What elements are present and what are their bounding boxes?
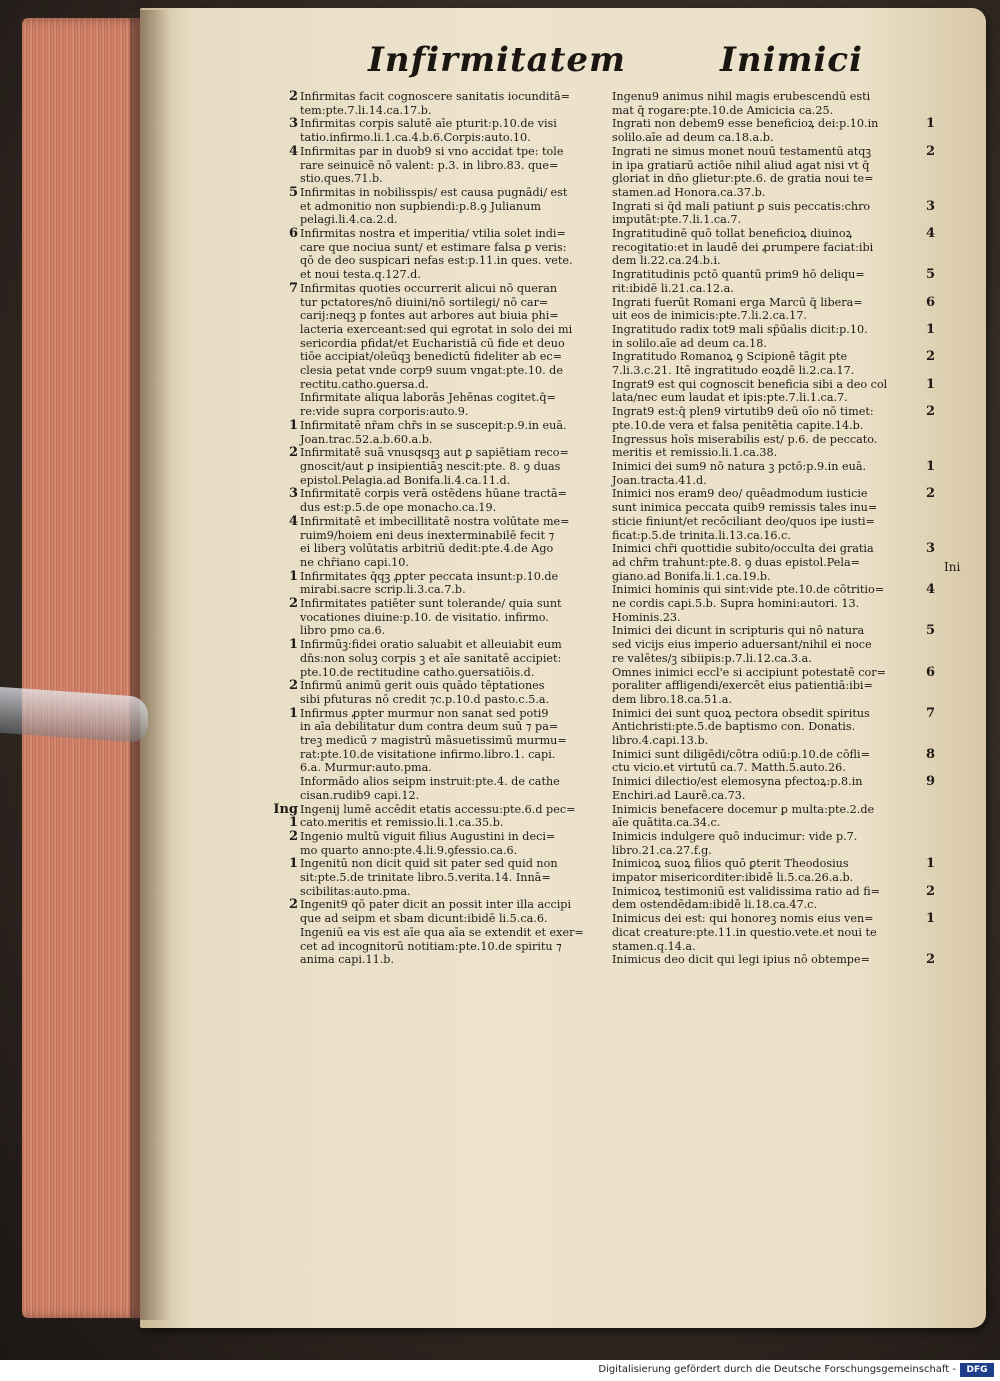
index-entry [612, 323, 952, 350]
entry-number: 2 [926, 404, 936, 420]
index-entry [270, 487, 618, 514]
entry-line: Inimici dei sum9 nō natura ꝫ pctō:p.9.in euā. [612, 459, 867, 473]
entry-line: stio.ques.71.b. [300, 172, 383, 186]
entry-line: rectitu.catho.ꝯuersa.d. [300, 377, 429, 391]
index-entry [270, 857, 618, 898]
entry-line: Infirmitate aliqua laborās Jehēnas cogitet.q̄= [300, 391, 556, 405]
index-entry [270, 282, 618, 392]
index-entry [612, 378, 952, 405]
index-entry [612, 433, 952, 460]
entry-line: Ingratitudo radix tot9 mali sp̄ūalis dicit:p.10. [612, 322, 868, 336]
index-entry [270, 117, 618, 144]
entry-line: et noui testa.q.127.d. [300, 268, 421, 282]
entry-line: Ingrat9 est:q̄ plen9 virtutib9 deū oīo nō timet: [612, 405, 874, 419]
index-entry [612, 145, 952, 200]
entry-line: Infirmitas quoties occurrerit alicui nō queran [300, 281, 558, 295]
entry-number: 2 [926, 486, 936, 502]
entry-line: Ingratitudinē quō tollat beneficioꝝ diuinoꝝ [612, 227, 853, 241]
entry-number: 1 [926, 116, 936, 132]
index-entry [270, 145, 618, 186]
index-entry [270, 707, 618, 776]
entry-line: sit:pte.5.de trinitate libro.5.verita.14. Innā= [300, 871, 551, 885]
entry-line: Inimici sunt diligēdi/cōtra odiū:p.10.de cōfli= [612, 747, 870, 761]
entry-line: Infirmitatē corpis verā ostēdens hūane tractā= [300, 487, 568, 501]
index-entry [270, 186, 618, 227]
entry-line: Inimicus deo dicit qui legi ipius nō obtempe= [612, 953, 870, 967]
entry-line: cet ad incognitorū notitiam:pte.10.de spiritu ⁊ [300, 939, 562, 953]
entry-line: sibi pfuturas nō credit ⁊c.p.10.d pasto.c.5.a. [300, 692, 550, 706]
entry-line: Infirmitatē et imbecillitatē nostra volūtate me= [300, 514, 570, 528]
entry-number: 2 [926, 883, 936, 899]
index-entry [612, 405, 952, 432]
entry-line: pte.10.de vera et falsa penitētia capite.14.b. [612, 418, 864, 432]
entry-line: Infirmitatē suā vnusqsqꝫ aut ꝑ sapiētiam reco= [300, 446, 569, 460]
entry-line: Ingenio multū viguit filius Augustini in deci= [300, 829, 556, 843]
entry-line: Infirmitates patiēter sunt tolerande/ quia sunt [300, 597, 562, 611]
index-entry [270, 446, 618, 487]
index-entry [612, 666, 952, 707]
entry-number: 6 [288, 226, 298, 242]
entry-line: gnoscit/aut ꝑ insipientiāꝫ nescit:pte. 8. ꝯ duas [300, 459, 561, 473]
entry-number: 2 [926, 952, 936, 968]
entry-number: 2 [288, 828, 298, 844]
index-entry [270, 679, 618, 706]
entry-line: tiōe accipiat/oleūqꝫ benedictū fideliter ab ec= [300, 350, 562, 364]
entry-line: Infirmitas in nobilisspis/ est causa pugnādi/ est [300, 185, 568, 199]
entry-line: que ad seipm et sbam dicunt:ibidē li.5.ca.6. [300, 912, 548, 926]
entry-number: 7 [288, 280, 298, 296]
index-entry [612, 268, 952, 295]
entry-line: Ingenitū non dicit quid sit pater sed quid non [300, 857, 558, 871]
entry-line: Ingrati fuerūt Romani erga Marcū q̄ libera= [612, 295, 863, 309]
entry-line: Ingratitudinis pctō quantū prim9 hō deliqu= [612, 268, 865, 282]
entry-line: dus est:p.5.de ope monacho.ca.19. [300, 501, 497, 515]
index-entry [612, 583, 952, 624]
entry-line: ei liberꝫ volūtatis arbitriū dedit:pte.4.de Ago [300, 542, 554, 556]
entry-line: uit eos de inimicis:pte.7.li.2.ca.17. [612, 309, 807, 323]
entry-line: Inimici dei sunt quoꝝ pectora obsedit spiritus [612, 706, 870, 720]
footer-credit: Digitalisierung gefördert durch die Deutsche Forschungsgemeinschaft - [598, 1364, 956, 1375]
entry-line: epistol.Pelagia.ad Bonifa.li.4.ca.11.d. [300, 473, 511, 487]
entry-line: Ingrati si q̄d mali patiunt ꝑ suis peccatis:chro [612, 199, 871, 213]
entry-number: 5 [288, 184, 298, 200]
entry-line: ne chr̄iano capi.10. [300, 555, 409, 569]
entry-line: cisan.rudib9 capi.12. [300, 788, 420, 802]
entry-number: 1 [288, 856, 298, 872]
entry-number: 3 [926, 541, 936, 557]
entry-number: 4 [926, 582, 936, 598]
entry-line: rit:ibidē li.21.ca.12.a. [612, 281, 734, 295]
index-entry [612, 830, 952, 857]
entry-number: 1 [926, 321, 936, 337]
entry-line: Joan.tracta.41.d. [612, 473, 707, 487]
entry-line: Infirmū animū gerit ouis quādo tēptationes [300, 679, 545, 693]
entry-line: ad chr̄m trahunt:pte.8. ꝯ duas epistol.Pela= [612, 555, 861, 569]
index-entry [270, 419, 618, 446]
index-entry [612, 227, 952, 268]
entry-number: 5 [926, 623, 936, 639]
entry-line: lata/nec eum laudat et ipis:pte.7.li.1.ca.7. [612, 391, 848, 405]
index-entry [612, 542, 952, 583]
entry-line: gloriat in dn̄o glietur:pte.6. de gratia noui te= [612, 172, 874, 186]
entry-number: 2 [288, 897, 298, 913]
entry-line: et admonitio non supbiendi:p.8.ꝯ Julianum [300, 199, 541, 213]
index-entry [612, 90, 952, 117]
entry-line: Inimici chr̄i quottidie subito/occulta dei gratia [612, 542, 874, 556]
entry-line: Informādo alios seipm instruit:pte.4. de cathe [300, 775, 560, 789]
entry-line: vocationes diuine:p.10. de visitatio. infirmo. [300, 610, 549, 624]
entry-line: libro.21.ca.27.f.g. [612, 843, 712, 857]
entry-number: 2 [926, 143, 936, 159]
entry-number: 3 [288, 486, 298, 502]
header-left-catchword: Infirmitatem [368, 40, 627, 80]
entry-line: poraliter affligendi/exercēt eius patientiā:ibi= [612, 679, 873, 693]
binding-shadow [130, 10, 170, 1320]
index-entry [270, 775, 618, 802]
index-entry [612, 296, 952, 323]
entry-line: aīe quātita.ca.34.c. [612, 816, 721, 830]
index-entry [270, 926, 618, 967]
index-entry [270, 391, 618, 418]
entry-line: ruim9/hoiem eni deus inexterminabilē fecit ⁊ [300, 528, 555, 542]
entry-number: 1 [288, 417, 298, 433]
entry-number: 1 [926, 376, 936, 392]
entry-line: Inimicoꝝ testimoniū est validissima ratio ad fi= [612, 884, 881, 898]
entry-line: anima capi.11.b. [300, 953, 395, 967]
entry-line: impator misericorditer:ibidē li.5.ca.26.a.b. [612, 871, 854, 885]
entry-line: Infirmitates q̄qꝫ ꝓpter peccata insunt:p.10.de [300, 569, 559, 583]
index-entry [270, 898, 618, 925]
entry-number: 3 [926, 198, 936, 214]
entry-line: dem libro.18.ca.51.a. [612, 692, 733, 706]
index-entry [270, 515, 618, 570]
entry-line: Ingratitudo Romanoꝝ ꝯ Scipionē tāgit pte [612, 350, 848, 364]
entry-line: in solilo.aīe ad deum ca.18. [612, 336, 767, 350]
entry-number: 1 [288, 637, 298, 653]
entry-line: Joan.trac.52.a.b.60.a.b. [300, 432, 433, 446]
entry-number: 5 [926, 267, 936, 283]
entry-line: mirabi.sacre scrip.li.3.ca.7.b. [300, 583, 466, 597]
entry-line: pte.10.de rectitudine catho.ꝯuersatiōis.d. [300, 665, 535, 679]
page-edges [22, 18, 146, 1318]
right-index-column [612, 90, 952, 967]
entry-line: Antichristi:pte.5.de baptismo con. Donatis. [612, 720, 856, 734]
entry-line: cato.meritis et remissio.li.1.ca.35.b. [300, 816, 504, 830]
entry-line: re:vide supra corporis:auto.9. [300, 405, 469, 419]
entry-line: qō de deo suspicari nefas est:p.11.in ques. vete. [300, 254, 573, 268]
left-index-column [270, 90, 618, 967]
entry-line: clesia petat vnde corp9 suum vngat:pte.10. de [300, 364, 563, 378]
index-entry [612, 200, 952, 227]
entry-number: 4 [288, 513, 298, 529]
index-entry [270, 803, 618, 830]
entry-line: Ingrat9 est qui cognoscit beneficia sibi a deo col [612, 377, 888, 391]
entry-line: lacteria exerceant:sed qui egrotat in solo dei mi [300, 322, 573, 336]
entry-line: Inimici hominis qui sint:vide pte.10.de cōtritio= [612, 583, 885, 597]
entry-line: Inimicoꝝ suoꝝ filios quō ꝑterit Theodosius [612, 857, 849, 871]
entry-line: in ipa gratiarū actiōe nihil aliud agat nisi vt q̄ [612, 158, 870, 172]
index-entry [612, 117, 952, 144]
entry-line: Infirmitas corpis salutē aīe pturit:p.10.de visi [300, 117, 557, 131]
entry-line: Infirmitatē nr̄am chr̄s in se suscepit:p.9.in euā. [300, 418, 567, 432]
entry-number: Ing 1 [273, 801, 298, 831]
entry-line: ctu vicio.et virtutū ca.7. Matth.5.auto.26. [612, 761, 846, 775]
index-entry [612, 624, 952, 665]
index-entry [270, 570, 618, 597]
entry-line: libro pmo ca.6. [300, 624, 386, 638]
entry-line: dem li.22.ca.24.b.i. [612, 254, 721, 268]
entry-number: 1 [926, 911, 936, 927]
entry-line: tur pctatores/nō diuini/nō sortilegi/ nō car= [300, 295, 549, 309]
entry-line: sed vicijs eius imperio aduersant/nihil ei noce [612, 638, 872, 652]
index-entry [270, 597, 618, 638]
entry-line: Inimicis benefacere docemur ꝑ multa:pte.2.de [612, 802, 875, 816]
dfg-logo: DFG [960, 1363, 994, 1377]
entry-line: tem:pte.7.li.14.ca.17.b. [300, 103, 432, 117]
entry-line: recogitatio:et in laudē dei ꝓrumpere faciat:ibi [612, 240, 874, 254]
entry-number: 7 [926, 705, 936, 721]
entry-line: 6.a. Murmur:auto.pma. [300, 761, 432, 775]
entry-line: Inimici nos eram9 deo/ quēadmodum iusticie [612, 487, 868, 501]
entry-line: Infirmus ꝓpter murmur non sanat sed poti9 [300, 706, 549, 720]
index-entry [612, 857, 952, 884]
entry-number: 4 [288, 143, 298, 159]
entry-number: 2 [288, 445, 298, 461]
entry-line: Ingrati non debem9 esse beneficioꝝ dei:p.10.in [612, 117, 879, 131]
footer-bar [0, 1360, 1000, 1381]
entry-line: care que nociua sunt/ et estimare falsa ꝑ veris: [300, 240, 567, 254]
entry-line: pelagi.li.4.ca.2.d. [300, 213, 398, 227]
index-entry [270, 830, 618, 857]
entry-number: 1 [288, 705, 298, 721]
entry-number: 2 [926, 349, 936, 365]
entry-line: stamen.q.14.a. [612, 939, 696, 953]
index-entry [612, 460, 952, 487]
entry-line: libro.4.capi.13.b. [612, 734, 709, 748]
entry-line: tatio.infirmo.li.1.ca.4.b.6.Corpis:auto.10. [300, 131, 531, 145]
entry-line: Infirmitas nostra et imperitia/ vtilia solet indi= [300, 227, 566, 241]
entry-line: scibilitas:auto.pma. [300, 884, 411, 898]
entry-line: treꝫ medicū ⁊ magistrū māsuetissimū murmu= [300, 734, 567, 748]
entry-line: sticie finiunt/et recōciliant deo/quos ipe iusti= [612, 514, 875, 528]
entry-line: Hominis.23. [612, 610, 681, 624]
index-entry [270, 90, 618, 117]
entry-line: ficat:p.5.de trinita.li.13.ca.16.c. [612, 528, 791, 542]
entry-number: 8 [926, 746, 936, 762]
entry-line: sericordia pfidat/et Eucharistiā cū fide et deuo [300, 336, 565, 350]
index-entry [612, 912, 952, 953]
entry-line: rat:pte.10.de visitatione infirmo.libro.1. capi. [300, 747, 556, 761]
entry-line: Ingrati ne simus monet nouū testamentū atqꝫ [612, 144, 872, 158]
index-entry [612, 707, 952, 748]
entry-line: Inimici dei dicunt in scripturis qui nō natura [612, 624, 865, 638]
entry-line: Inimicis indulgere quō inducimur: vide p.7. [612, 829, 858, 843]
entry-number: 6 [926, 294, 936, 310]
entry-line: solilo.aīe ad deum ca.18.a.b. [612, 131, 774, 145]
index-entry [612, 775, 952, 802]
index-entry [612, 885, 952, 912]
entry-line: rare seinuicē nō valent: p.3. in libro.83. que= [300, 158, 559, 172]
entry-number: 9 [926, 774, 936, 790]
entry-line: Enchiri.ad Laurē.ca.73. [612, 788, 746, 802]
index-entry [270, 638, 618, 679]
entry-number: 1 [288, 568, 298, 584]
header-right-catchword: Inimici [720, 40, 864, 80]
entry-line: re valētes/ꝫ sibiipis:p.7.li.12.ca.3.a. [612, 651, 812, 665]
entry-line: imputāt:pte.7.li.1.ca.7. [612, 213, 742, 227]
entry-number: 1 [926, 856, 936, 872]
entry-number: 3 [288, 116, 298, 132]
entry-line: dn̄s:non soluꝫ corpis ꝫ et aīe sanitatē accipiet: [300, 651, 562, 665]
entry-number: 6 [926, 664, 936, 680]
entry-number: 4 [926, 226, 936, 242]
index-entry [612, 350, 952, 377]
entry-line: stamen.ad Honora.ca.37.b. [612, 185, 766, 199]
entry-line: Infirmitas par in duob9 si vno accidat tpe: tole [300, 144, 564, 158]
entry-line: Ingenit9 qō pater dicit an possit inter illa accipi [300, 898, 572, 912]
entry-line: Infirmitas facit cognoscere sanitatis iocunditā= [300, 90, 571, 103]
entry-line: dicat creature:pte.11.in questio.vete.et noui te [612, 925, 877, 939]
index-entry [612, 953, 952, 967]
entry-number: 2 [288, 89, 298, 104]
entry-line: Omnes inimici eccl'e si accipiunt potestatē cor= [612, 665, 887, 679]
entry-number: 2 [288, 596, 298, 612]
entry-line: meritis et remissio.li.1.ca.38. [612, 446, 778, 460]
entry-number: 1 [926, 458, 936, 474]
entry-line: Inimicus dei est: qui honoreꝫ nomis eius ven= [612, 912, 874, 926]
index-entry [612, 803, 952, 830]
entry-line: Ingenij lumē accēdit etatis accessu:pte.6.d pec= [300, 802, 576, 816]
entry-line: ne cordis capi.5.b. Supra homini:autori. 13. [612, 597, 860, 611]
entry-line: Ingenu9 animus nihil magis erubescendū esti [612, 90, 871, 103]
entry-line: mat q̄ rogare:pte.10.de Amicicia ca.25. [612, 103, 834, 117]
entry-line: sunt inimica peccata quib9 remissis tales inu= [612, 501, 878, 515]
entry-line: Ingressus hoīs miserabilis est/ p.6. de peccato. [612, 432, 878, 446]
entry-line: Infirmūꝫ:fidei oratio saluabit et alleuiabit eum [300, 638, 562, 652]
index-entry [612, 487, 952, 542]
entry-number: 2 [288, 678, 298, 694]
margin-note: Ini [944, 560, 961, 574]
entry-line: dem ostendēdam:ibidē li.18.ca.47.c. [612, 898, 818, 912]
entry-line: Ingeniū ea vis est aīe qua aīa se extendit et exer= [300, 925, 584, 939]
entry-line: in aīa debilitatur dum contra deum suū ⁊ pa= [300, 720, 559, 734]
entry-line: carij:neqꝫ p fontes aut arbores aut biuia phi= [300, 309, 559, 323]
index-entry [270, 227, 618, 282]
entry-line: 7.li.3.c.21. Itē ingratitudo eoꝝdē li.2.ca.17. [612, 364, 855, 378]
entry-line: mo quarto anno:pte.4.li.9.ꝯfessio.ca.6. [300, 843, 518, 857]
entry-line: giano.ad Bonifa.li.1.ca.19.b. [612, 569, 771, 583]
entry-line: Inimici dilectio/est elemosyna pfectoꝝ:p.8.in [612, 775, 863, 789]
index-entry [612, 748, 952, 775]
